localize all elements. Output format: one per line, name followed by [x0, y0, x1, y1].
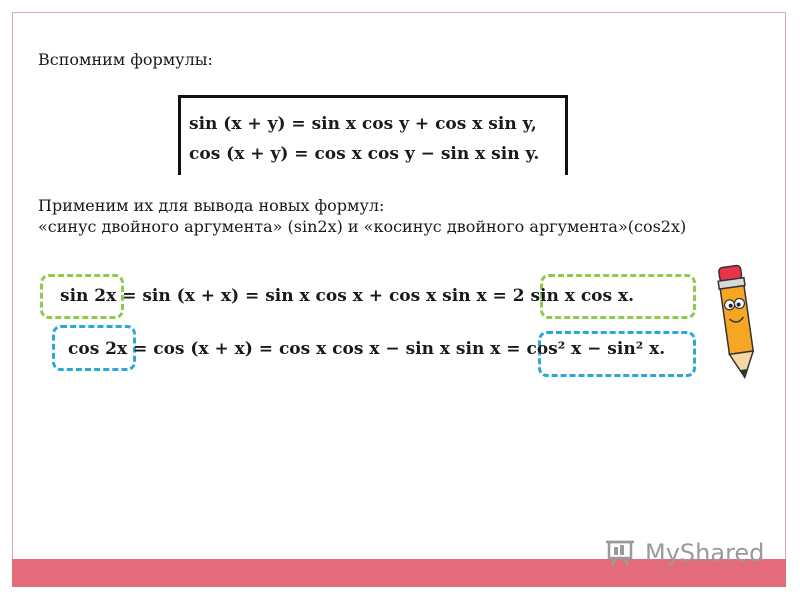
myshared-logo	[605, 538, 764, 568]
slide-heading: Вспомним формулы:	[38, 50, 213, 69]
sin2x-expansion: = sin (x + x) = sin x cos x + cos x sin x =	[122, 286, 507, 306]
cos2x-expansion: = cos (x + x) = cos x cos x − sin x sin x =	[133, 339, 521, 359]
presentation-board-icon	[605, 538, 639, 568]
sin2x-result: 2 sin x cos x.	[512, 286, 635, 306]
intro-text	[38, 195, 686, 237]
intro-line-1: Применим их для вывода новых формул:	[38, 196, 385, 215]
logo-text: MyShared	[645, 539, 765, 567]
cos2x-lhs: cos 2x	[68, 339, 128, 359]
sin2x-lhs: sin 2x	[60, 286, 117, 306]
cosine-addition-formula: cos (x + y) = cos x cos y − sin x sin y.	[189, 144, 540, 164]
sin-double-angle-derivation	[60, 286, 634, 306]
intro-line-2: «синус двойного аргумента» (sin2x) и «косинус двойного аргумента»(cos2x)	[38, 217, 687, 236]
sine-addition-formula: sin (x + y) = sin x cos y + cos x sin y,	[189, 114, 537, 134]
addition-formulas-box	[178, 95, 568, 175]
cos2x-result: cos² x − sin² x.	[526, 339, 666, 359]
cos-double-angle-derivation	[68, 339, 665, 359]
pencil-cartoon-icon	[712, 262, 762, 382]
